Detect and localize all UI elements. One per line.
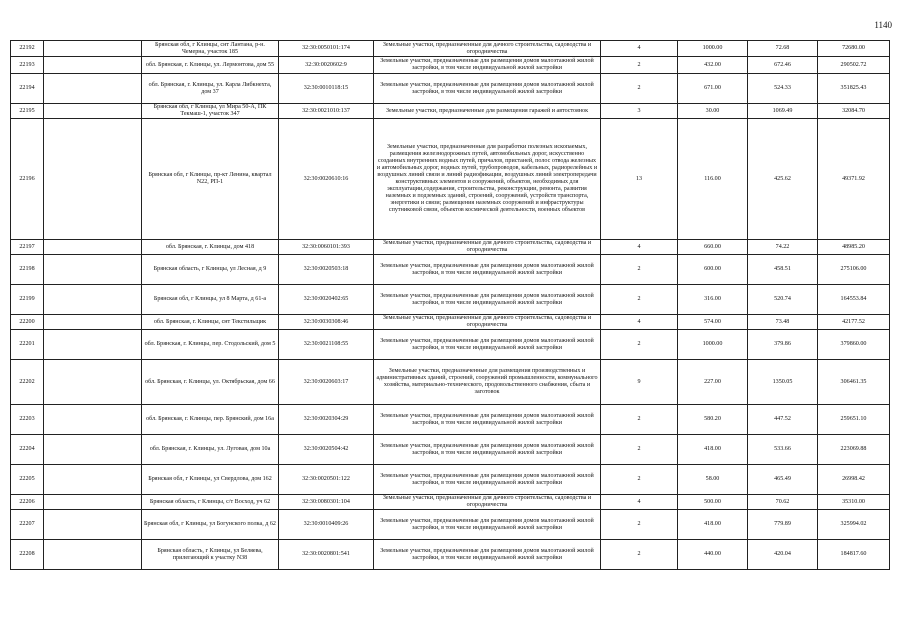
group-cell: 2 xyxy=(601,405,678,435)
cadastral-number-cell: 32:30:0020610:16 xyxy=(279,119,374,240)
area-cell: 227.00 xyxy=(678,360,748,405)
address-cell: обл. Брянская, г. Клинцы, дом 418 xyxy=(142,240,279,255)
address-cell: обл. Брянская, г. Клинцы, ул. Лермонтова, дом 55 xyxy=(142,57,279,74)
land-use-cell: Земельные участки, предназначенные для размещения домов малоэтажной жилой застройки, в том числе индивидуальной жилой застройки xyxy=(374,435,601,465)
row-number-cell: 22205 xyxy=(11,465,44,495)
rate-cell: 1069.49 xyxy=(748,104,818,119)
table-row xyxy=(11,405,890,435)
value-cell: 164553.84 xyxy=(818,285,890,315)
land-use-cell: Земельные участки, предназначенные для размещения домов малоэтажной жилой застройки, в том числе индивидуальной жилой застройки xyxy=(374,74,601,104)
table-row xyxy=(11,465,890,495)
address-cell: Брянская обл, г Клинцы, снт Лантана, р-н. Чемерна, участок 185 xyxy=(142,41,279,57)
area-cell: 1000.00 xyxy=(678,330,748,360)
value-cell: 48985.20 xyxy=(818,240,890,255)
table-row xyxy=(11,360,890,405)
area-cell: 316.00 xyxy=(678,285,748,315)
table-row xyxy=(11,435,890,465)
area-cell: 432.00 xyxy=(678,57,748,74)
group-cell: 2 xyxy=(601,435,678,465)
cadastral-number-cell: 32:30:0020503:18 xyxy=(279,255,374,285)
area-cell: 440.00 xyxy=(678,540,748,570)
table-row xyxy=(11,510,890,540)
empty-cell xyxy=(44,74,142,104)
value-cell: 259651.10 xyxy=(818,405,890,435)
land-use-cell: Земельные участки, предназначенные для размещения домов малоэтажной жилой застройки, в том числе индивидуальной жилой застройки xyxy=(374,330,601,360)
group-cell: 2 xyxy=(601,510,678,540)
rate-cell: 524.33 xyxy=(748,74,818,104)
rate-cell: 70.62 xyxy=(748,495,818,510)
table-row xyxy=(11,255,890,285)
area-cell: 671.00 xyxy=(678,74,748,104)
rate-cell: 520.74 xyxy=(748,285,818,315)
row-number-cell: 22201 xyxy=(11,330,44,360)
value-cell: 306461.35 xyxy=(818,360,890,405)
row-number-cell: 22197 xyxy=(11,240,44,255)
rate-cell: 425.62 xyxy=(748,119,818,240)
land-use-cell: Земельные участки, предназначенные для размещения домов малоэтажной жилой застройки, в том числе индивидуальной жилой застройки xyxy=(374,465,601,495)
rate-cell: 533.66 xyxy=(748,435,818,465)
value-cell: 325994.02 xyxy=(818,510,890,540)
cadastral-number-cell: 32:30:0021108:55 xyxy=(279,330,374,360)
address-cell: обл. Брянская, г. Клинцы, ул. Луговая, дом 10а xyxy=(142,435,279,465)
row-number-cell: 22199 xyxy=(11,285,44,315)
land-use-cell: Земельные участки, предназначенные для размещения домов малоэтажной жилой застройки, в том числе индивидуальной жилой застройки xyxy=(374,510,601,540)
group-cell: 2 xyxy=(601,255,678,285)
cadastral-number-cell: 32:30:0020603:17 xyxy=(279,360,374,405)
row-number-cell: 22192 xyxy=(11,41,44,57)
cadastral-number-cell: 32:30:0060101:393 xyxy=(279,240,374,255)
table-row xyxy=(11,330,890,360)
table-row xyxy=(11,285,890,315)
table-row xyxy=(11,74,890,104)
land-use-cell: Земельные участки, предназначенные для размещения домов малоэтажной жилой застройки, в том числе индивидуальной жилой застройки xyxy=(374,255,601,285)
area-cell: 580.20 xyxy=(678,405,748,435)
empty-cell xyxy=(44,360,142,405)
cadastral-number-cell: 32:30:0020602:9 xyxy=(279,57,374,74)
empty-cell xyxy=(44,540,142,570)
rate-cell: 779.89 xyxy=(748,510,818,540)
empty-cell xyxy=(44,240,142,255)
value-cell: 275106.00 xyxy=(818,255,890,285)
empty-cell xyxy=(44,435,142,465)
table-row xyxy=(11,240,890,255)
area-cell: 30.00 xyxy=(678,104,748,119)
value-cell: 351825.43 xyxy=(818,74,890,104)
rate-cell: 672.46 xyxy=(748,57,818,74)
value-cell: 42177.52 xyxy=(818,315,890,330)
area-cell: 1000.00 xyxy=(678,41,748,57)
land-use-cell: Земельные участки, предназначенные для размещения домов малоэтажной жилой застройки, в том числе индивидуальной жилой застройки xyxy=(374,405,601,435)
cadastral-number-cell: 32:30:0010118:15 xyxy=(279,74,374,104)
value-cell: 26998.42 xyxy=(818,465,890,495)
land-use-cell: Земельные участки, предназначенные для размещения производственных и административных зданий, строений, сооружений промышленности, коммунального хозяйства, материально-технического, продовольственного снабжения, сбыта и заготовок xyxy=(374,360,601,405)
group-cell: 13 xyxy=(601,119,678,240)
address-cell: Брянская обл, г Клинцы, ул Свердлова, дом 162 xyxy=(142,465,279,495)
address-cell: Брянская область, г Клинцы, с/т Восход, уч 62 xyxy=(142,495,279,510)
rate-cell: 447.52 xyxy=(748,405,818,435)
table-row xyxy=(11,315,890,330)
table-body xyxy=(11,41,890,570)
land-use-cell: Земельные участки, предназначенные для размещения домов малоэтажной жилой застройки, в том числе индивидуальной жилой застройки xyxy=(374,285,601,315)
group-cell: 4 xyxy=(601,315,678,330)
cadastral-number-cell: 32:30:0020504:42 xyxy=(279,435,374,465)
row-number-cell: 22206 xyxy=(11,495,44,510)
rate-cell: 74.22 xyxy=(748,240,818,255)
address-cell: обл. Брянская, г. Клинцы, ул. Карла Либкнехта, дом 37 xyxy=(142,74,279,104)
land-use-cell: Земельные участки, предназначенные для размещения гаражей и автостоянок xyxy=(374,104,601,119)
row-number-cell: 22193 xyxy=(11,57,44,74)
rate-cell: 73.48 xyxy=(748,315,818,330)
value-cell: 223069.88 xyxy=(818,435,890,465)
empty-cell xyxy=(44,255,142,285)
empty-cell xyxy=(44,510,142,540)
cadastral-number-cell: 32:30:0050101:174 xyxy=(279,41,374,57)
group-cell: 9 xyxy=(601,360,678,405)
land-use-cell: Земельные участки, предназначенные для размещения домов малоэтажной жилой застройки, в том числе индивидуальной жилой застройки xyxy=(374,540,601,570)
address-cell: Брянская обл, г Клинцы, ул Мира 50-А, ПК Текмаш-1, участок 347 xyxy=(142,104,279,119)
cadastral-number-cell: 32:30:0020801:541 xyxy=(279,540,374,570)
value-cell: 35310.00 xyxy=(818,495,890,510)
row-number-cell: 22195 xyxy=(11,104,44,119)
page-number: 1140 xyxy=(874,20,892,30)
address-cell: обл. Брянская, г. Клинцы, пер. Стодольский, дом 5 xyxy=(142,330,279,360)
address-cell: обл. Брянская, г. Клинцы, пер. Брянский, дом 16а xyxy=(142,405,279,435)
address-cell: Брянская обл, г Клинцы, пр-кт Ленина, квартал N22, РП-1 xyxy=(142,119,279,240)
area-cell: 116.00 xyxy=(678,119,748,240)
address-cell: Брянская обл, г Клинцы, ул Богунского полка, д 62 xyxy=(142,510,279,540)
empty-cell xyxy=(44,405,142,435)
value-cell: 72680.00 xyxy=(818,41,890,57)
table-row xyxy=(11,495,890,510)
table-row xyxy=(11,119,890,240)
address-cell: обл. Брянская, г. Клинцы, снт Текстильщик xyxy=(142,315,279,330)
area-cell: 660.00 xyxy=(678,240,748,255)
area-cell: 500.00 xyxy=(678,495,748,510)
table-row xyxy=(11,57,890,74)
cadastral-number-cell: 32:30:0020501:122 xyxy=(279,465,374,495)
land-use-cell: Земельные участки, предназначенные для дачного строительства, садоводства и огородничества xyxy=(374,315,601,330)
land-use-cell: Земельные участки, предназначенные для дачного строительства, садоводства и огородничества xyxy=(374,495,601,510)
table-row xyxy=(11,41,890,57)
empty-cell xyxy=(44,495,142,510)
area-cell: 600.00 xyxy=(678,255,748,285)
land-use-cell: Земельные участки, предназначенные для дачного строительства, садоводства и огородничества xyxy=(374,240,601,255)
empty-cell xyxy=(44,119,142,240)
address-cell: Брянская область, г Клинцы, ул Беляева, прилегающий к участку N38 xyxy=(142,540,279,570)
value-cell: 49371.92 xyxy=(818,119,890,240)
cadastral-number-cell: 32:30:0080301:104 xyxy=(279,495,374,510)
row-number-cell: 22200 xyxy=(11,315,44,330)
row-number-cell: 22194 xyxy=(11,74,44,104)
cadastral-table xyxy=(10,40,890,570)
group-cell: 2 xyxy=(601,465,678,495)
value-cell: 379860.00 xyxy=(818,330,890,360)
row-number-cell: 22198 xyxy=(11,255,44,285)
row-number-cell: 22204 xyxy=(11,435,44,465)
table-row xyxy=(11,540,890,570)
row-number-cell: 22202 xyxy=(11,360,44,405)
cadastral-number-cell: 32:30:0030308:46 xyxy=(279,315,374,330)
group-cell: 3 xyxy=(601,104,678,119)
group-cell: 4 xyxy=(601,41,678,57)
rate-cell: 420.04 xyxy=(748,540,818,570)
land-use-cell: Земельные участки, предназначенные для разработки полезных ископаемых, размещения железнодорожных путей, автомобильных дорог, искусственно созданных внутренних водных путей, причалов, пристаней, полос отвода железных и автомобильных дорог, водных путей, трубопроводов, кабельных, радиорелейных и воздушных линий связи и линий радиофикации, воздушных линий электропередачи конструктивных элементов и сооружений, объектов, необходимых для эксплуатации,содержания, строительства, реконструкции, ремонта, развития наземных и подземных зданий, строений, сооружений, устройств транспорта, энергетики и связи; размещения наземных сооружений и инфраструктуры спутниковой связи, объектов космической деятельности, военных объектов xyxy=(374,119,601,240)
land-use-cell: Земельные участки, предназначенные для размещения домов малоэтажной жилой застройки, в том числе индивидуальной жилой застройки xyxy=(374,57,601,74)
cadastral-number-cell: 32:30:0010409:26 xyxy=(279,510,374,540)
value-cell: 290502.72 xyxy=(818,57,890,74)
rate-cell: 72.68 xyxy=(748,41,818,57)
empty-cell xyxy=(44,41,142,57)
value-cell: 32084.70 xyxy=(818,104,890,119)
area-cell: 418.00 xyxy=(678,435,748,465)
group-cell: 2 xyxy=(601,330,678,360)
cadastral-number-cell: 32:30:0021010:137 xyxy=(279,104,374,119)
row-number-cell: 22208 xyxy=(11,540,44,570)
row-number-cell: 22196 xyxy=(11,119,44,240)
rate-cell: 458.51 xyxy=(748,255,818,285)
row-number-cell: 22207 xyxy=(11,510,44,540)
cadastral-number-cell: 32:30:0020402:65 xyxy=(279,285,374,315)
address-cell: обл. Брянская, г. Клинцы, ул. Октябрьская, дом 66 xyxy=(142,360,279,405)
empty-cell xyxy=(44,315,142,330)
rate-cell: 465.49 xyxy=(748,465,818,495)
value-cell: 184817.60 xyxy=(818,540,890,570)
row-number-cell: 22203 xyxy=(11,405,44,435)
area-cell: 418.00 xyxy=(678,510,748,540)
group-cell: 2 xyxy=(601,57,678,74)
rate-cell: 379.86 xyxy=(748,330,818,360)
address-cell: Брянская область, г Клинцы, ул Лесная, д 9 xyxy=(142,255,279,285)
address-cell: Брянская обл, г Клинцы, ул 8 Марта, д 61-а xyxy=(142,285,279,315)
empty-cell xyxy=(44,285,142,315)
empty-cell xyxy=(44,465,142,495)
empty-cell xyxy=(44,104,142,119)
group-cell: 2 xyxy=(601,74,678,104)
table-row xyxy=(11,104,890,119)
group-cell: 2 xyxy=(601,540,678,570)
group-cell: 4 xyxy=(601,240,678,255)
area-cell: 574.00 xyxy=(678,315,748,330)
area-cell: 58.00 xyxy=(678,465,748,495)
group-cell: 4 xyxy=(601,495,678,510)
rate-cell: 1350.05 xyxy=(748,360,818,405)
group-cell: 2 xyxy=(601,285,678,315)
empty-cell xyxy=(44,57,142,74)
empty-cell xyxy=(44,330,142,360)
cadastral-number-cell: 32:30:0020304:29 xyxy=(279,405,374,435)
land-use-cell: Земельные участки, предназначенные для дачного строительства, садоводства и огородничества xyxy=(374,41,601,57)
